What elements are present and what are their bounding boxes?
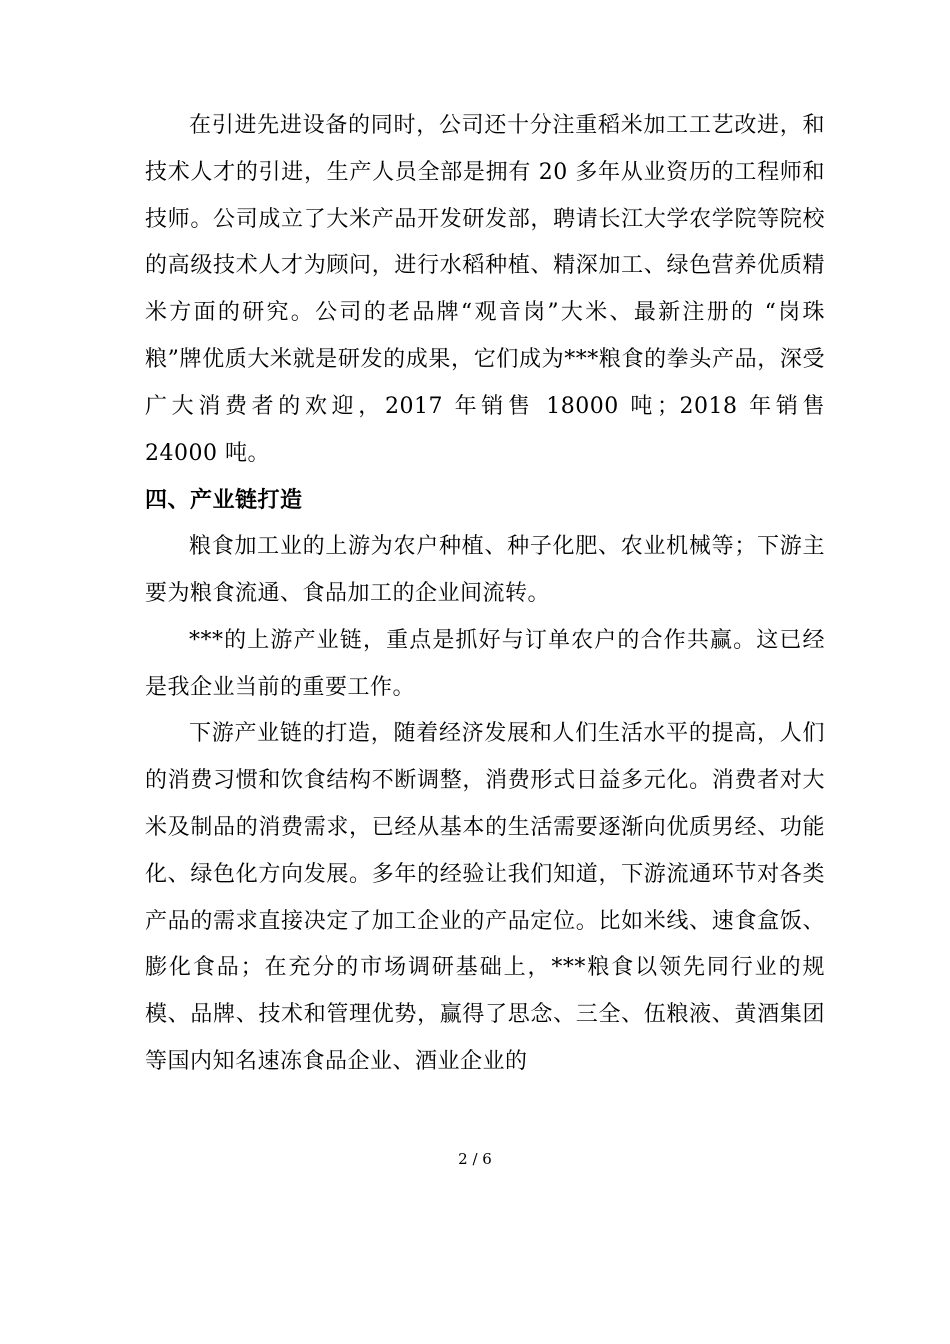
document-body — [145, 103, 825, 1086]
paragraph-equipment-and-talent: 在引进先进设备的同时，公司还十分注重稻米加工工艺改进，和技术人才的引进，生产人员全部是拥有 20 多年从业资历的工程师和技师。公司成立了大米产品开发研发部，聘请长江大学农学院等院校的高级技术人才为顾问，进行水稻种植、精深加工、绿色营养优质精米方面的研究。公司的老品牌“观音岗”大米、最新注册的 “岗珠粮”牌优质大米就是研发的成果，它们成为***粮食的拳头产品，深受广大消费者的欢迎，2017 年销售 18000 吨；2018 年销售 24000 吨。 — [145, 113, 825, 466]
page-number: 2 / 6 — [458, 1150, 492, 1168]
section-heading: 四、产业链打造 — [145, 487, 303, 514]
paragraph-upstream-chain: ***的上游产业链，重点是抓好与订单农户的合作共赢。这已经是我企业当前的重要工作。 — [145, 627, 825, 700]
paragraph-downstream-chain: 下游产业链的打造，随着经济发展和人们生活水平的提高，人们的消费习惯和饮食结构不断调整，消费形式日益多元化。消费者对大米及制品的消费需求，已经从基本的生活需要逐渐向优质男经、功能化、绿色化方向发展。多年的经验让我们知道，下游流通环节对各类产品的需求直接决定了加工企业的产品定位。比如米线、速食盒饭、膨化食品；在充分的市场调研基础上，***粮食以领先同行业的规模、品牌、技术和管理优势，赢得了思念、三全、伍粮液、黄酒集团等国内知名速冻食品企业、酒业企业的 — [145, 721, 825, 1074]
paragraph-upstream-downstream: 粮食加工业的上游为农户种植、种子化肥、农业机械等；下游主要为粮食流通、食品加工的企业间流转。 — [145, 534, 825, 606]
